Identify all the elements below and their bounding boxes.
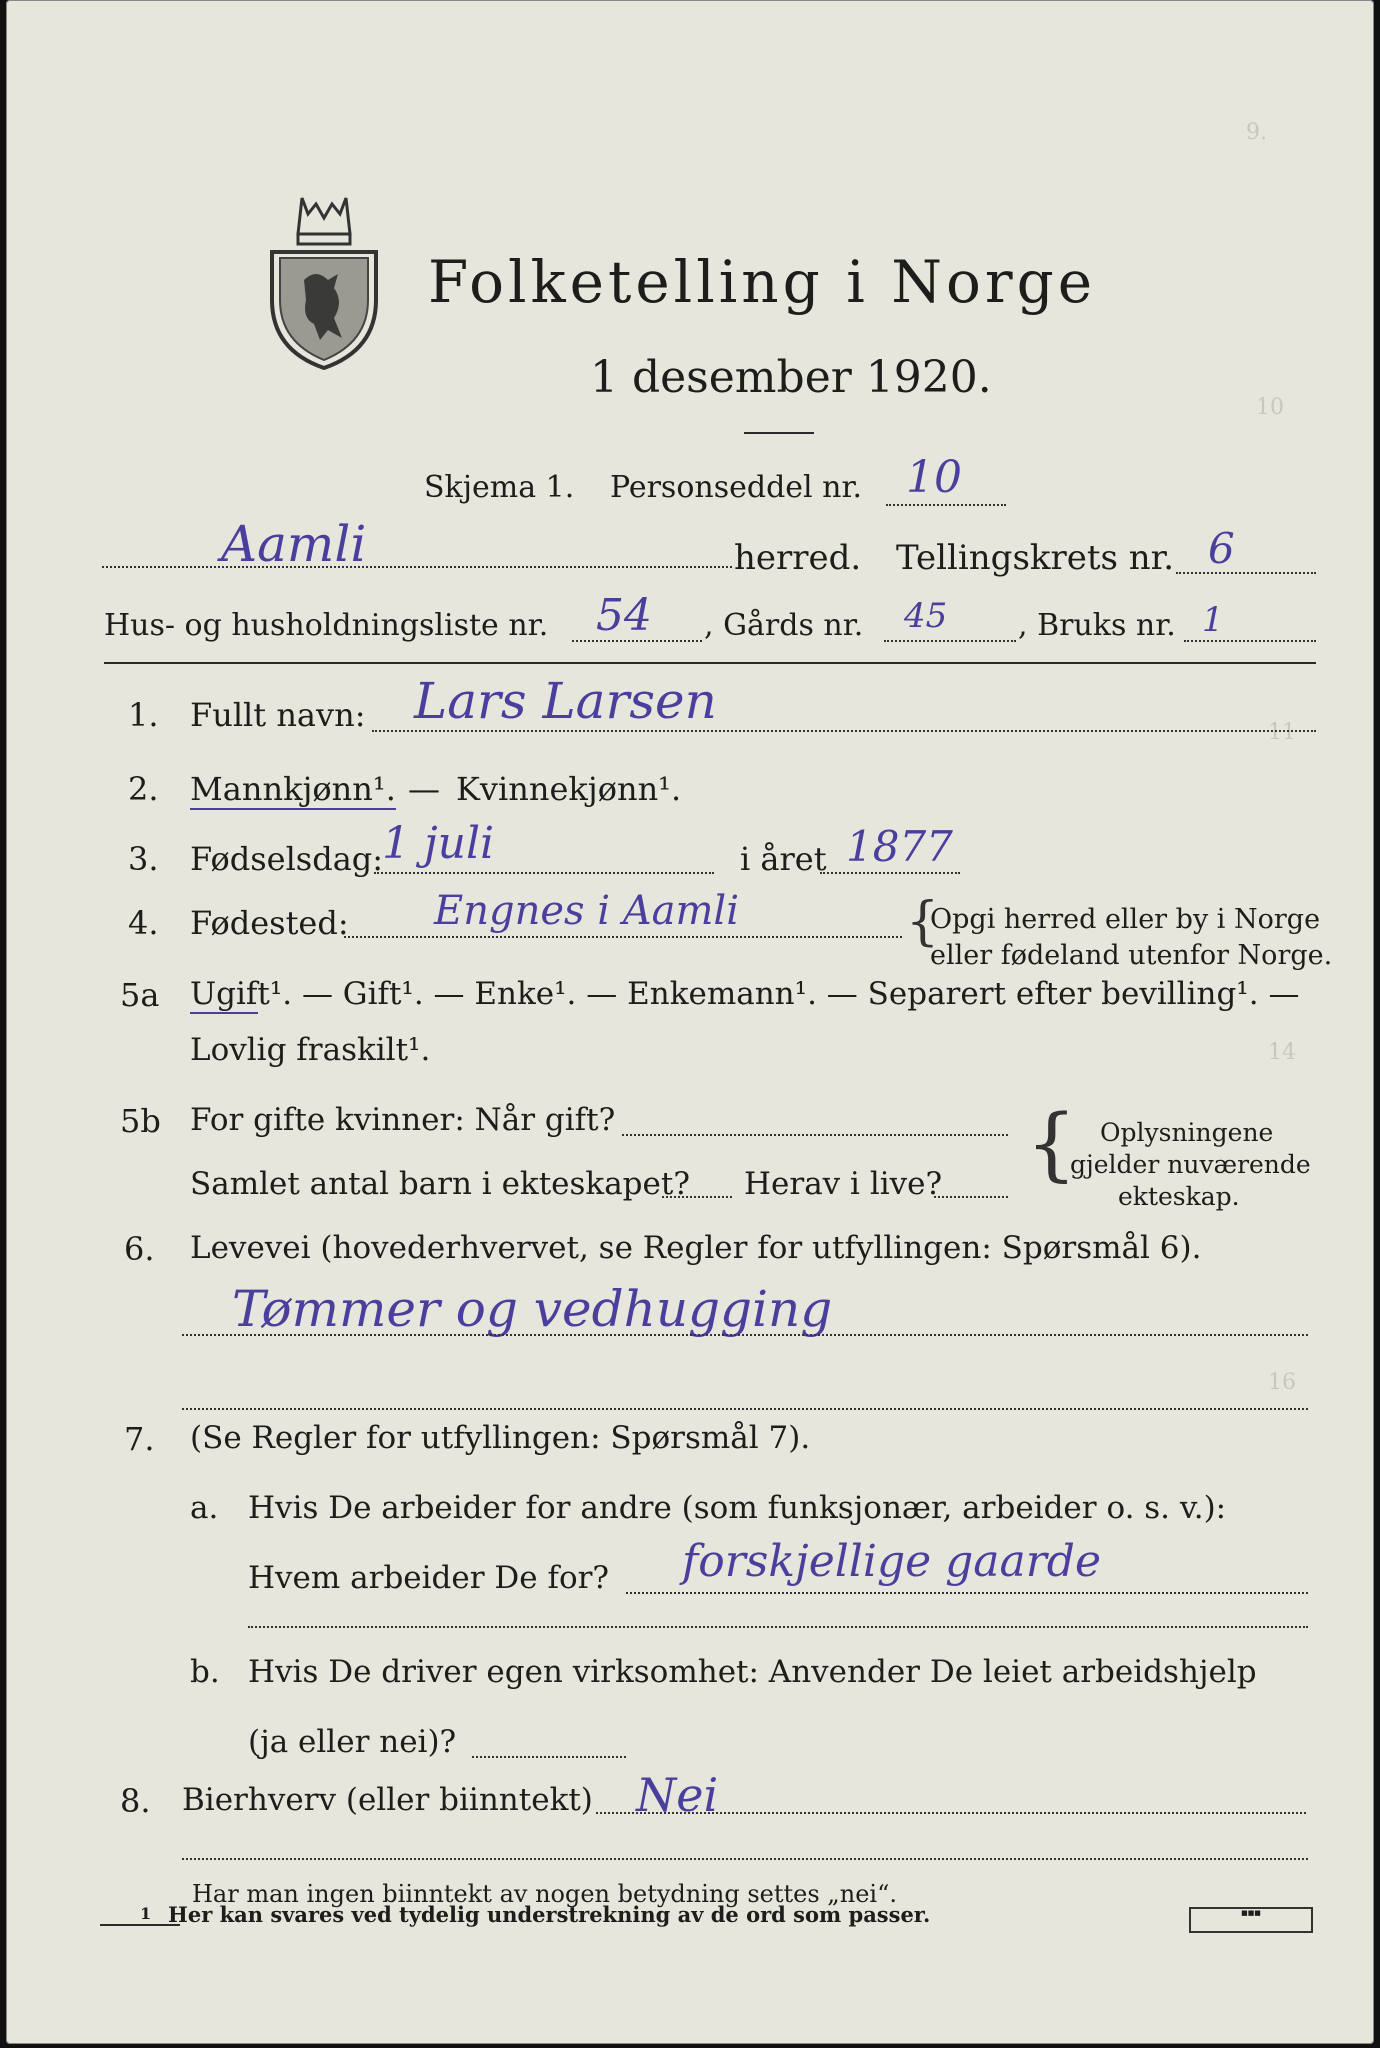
husholdningsliste-number: 54 xyxy=(596,590,652,641)
herred-label: herred. xyxy=(734,538,862,578)
personseddel-number: 10 xyxy=(906,452,962,503)
birthplace-value: Engnes i Aamli xyxy=(434,888,739,934)
herred-field-line xyxy=(102,566,732,568)
tellingskrets-field-line xyxy=(1176,572,1316,574)
printer-stamp: ■■■ xyxy=(1189,1907,1313,1933)
title-divider xyxy=(744,432,814,434)
q7-label: (Se Regler for utfyllingen: Spørsmål 7). xyxy=(190,1420,811,1456)
children-alive-label: Herav i live? xyxy=(744,1166,943,1202)
q7b-number: b. xyxy=(190,1654,220,1690)
married-when-label: For gifte kvinner: Når gift? xyxy=(190,1102,616,1138)
footnote-mark: 1 xyxy=(140,1904,152,1923)
bleed-through-text: 9. xyxy=(1246,120,1267,145)
bleed-through-text: 11 xyxy=(1268,720,1296,745)
q3-number: 3. xyxy=(128,840,159,878)
employer-value: forskjellige gaarde xyxy=(682,1536,1102,1587)
bruks-number: 1 xyxy=(1202,600,1224,640)
bruks-label: , Bruks nr. xyxy=(1018,608,1176,643)
mannkjonn-option: Mannkjønn¹. xyxy=(190,770,396,808)
marital-status-options: Ugift¹. — Gift¹. — Enke¹. — Enkemann¹. — Separert efter bevilling¹. — xyxy=(190,976,1300,1012)
gards-number: 45 xyxy=(904,596,948,636)
census-date: 1 desember 1920. xyxy=(590,352,992,403)
birth-year-value: 1877 xyxy=(846,822,953,871)
herred-value: Aamli xyxy=(221,515,367,573)
marriage-note-2: gjelder nuværende xyxy=(1070,1150,1311,1179)
tellingskrets-label: Tellingskrets nr. xyxy=(896,538,1175,578)
marital-status-options-2: Lovlig fraskilt¹. xyxy=(190,1032,431,1068)
occupation-label: Levevei (hovederhvervet, se Regler for utfyllingen: Spørsmål 6). xyxy=(190,1230,1202,1266)
birthplace-note-2: eller fødeland utenfor Norge. xyxy=(930,940,1333,971)
birth-year-label: i året xyxy=(740,840,827,878)
children-alive-field-line xyxy=(934,1196,1008,1198)
birthplace-note-1: Opgi herred eller by i Norge xyxy=(930,904,1321,935)
q1-label: Fullt navn: xyxy=(190,696,366,734)
q7-number: 7. xyxy=(124,1420,155,1458)
q4-label: Fødested: xyxy=(190,904,349,942)
form-title: Folketelling i Norge xyxy=(428,248,1097,316)
gards-label: , Gårds nr. xyxy=(704,608,864,643)
q7a-number: a. xyxy=(190,1490,219,1526)
gards-field-line xyxy=(884,640,1016,642)
employer-field-line-2 xyxy=(248,1626,1308,1628)
tellingskrets-number: 6 xyxy=(1208,524,1235,573)
q6-number: 6. xyxy=(124,1230,155,1268)
bleed-through-text: 14 xyxy=(1268,1040,1296,1065)
employer-field-line xyxy=(626,1592,1308,1594)
employer-label: Hvem arbeider De for? xyxy=(248,1560,610,1596)
children-total-field-line xyxy=(662,1196,732,1198)
birth-year-field-line xyxy=(820,872,960,874)
marriage-note-3: ekteskap. xyxy=(1118,1182,1240,1211)
marriage-note-brace: { xyxy=(1026,1097,1077,1190)
occupation-value: Tømmer og vedhugging xyxy=(232,1280,833,1338)
q4-number: 4. xyxy=(128,904,159,942)
marriage-note-1: Oplysningene xyxy=(1100,1118,1274,1147)
q8-number: 8. xyxy=(120,1782,151,1820)
bleed-through-text: 10 xyxy=(1256,395,1284,420)
occupation-field-line-1 xyxy=(182,1334,1308,1336)
personseddel-label: Personseddel nr. xyxy=(610,470,863,505)
full-name-value: Lars Larsen xyxy=(414,672,717,730)
birthplace-field-line xyxy=(344,936,902,938)
q7b-line-1: Hvis De driver egen virksomhet: Anvender De leiet arbeidshjelp xyxy=(248,1654,1257,1690)
norwegian-coat-of-arms-icon xyxy=(264,190,384,370)
bruks-field-line xyxy=(1184,640,1316,642)
husholdningsliste-label: Hus- og husholdningsliste nr. xyxy=(104,608,549,643)
birthplace-brace: { xyxy=(906,892,940,952)
married-when-field-line xyxy=(622,1134,1008,1136)
side-income-field-line-2 xyxy=(182,1858,1308,1860)
q1-field-line xyxy=(372,730,1316,732)
nei-instruction: Har man ingen biinntekt av nogen betydning settes „nei“. xyxy=(192,1880,897,1908)
kvinnekjonn-option: Kvinnekjønn¹. xyxy=(456,770,682,808)
q5b-number: 5b xyxy=(120,1102,161,1140)
hired-help-field-line xyxy=(472,1756,626,1758)
birthday-value: 1 juli xyxy=(382,818,495,869)
q7a-line-1: Hvis De arbeider for andre (som funksjonær, arbeider o. s. v.): xyxy=(248,1490,1227,1526)
gender-separator: — xyxy=(408,770,440,808)
footnote-text: Her kan svares ved tydelig understrekning av de ord som passer. xyxy=(168,1902,931,1927)
birthday-field-line xyxy=(374,872,714,874)
children-total-label: Samlet antal barn i ekteskapet? xyxy=(190,1166,690,1202)
side-income-value: Nei xyxy=(636,1768,719,1822)
ugift-underline xyxy=(190,1012,258,1014)
census-form-page xyxy=(6,0,1374,2044)
q1-number: 1. xyxy=(128,696,159,734)
q5a-number: 5a xyxy=(120,976,160,1014)
occupation-field-line-2 xyxy=(182,1408,1308,1410)
side-income-label: Bierhverv (eller biinntekt) xyxy=(182,1782,593,1818)
bleed-through-text: 16 xyxy=(1268,1370,1296,1395)
q2-number: 2. xyxy=(128,770,159,808)
personseddel-field-line xyxy=(886,504,1006,506)
hired-help-label: (ja eller nei)? xyxy=(248,1724,457,1760)
header-divider xyxy=(104,662,1316,664)
q3-label: Fødselsdag: xyxy=(190,840,384,878)
schema-prefix: Skjema 1. xyxy=(424,470,575,505)
